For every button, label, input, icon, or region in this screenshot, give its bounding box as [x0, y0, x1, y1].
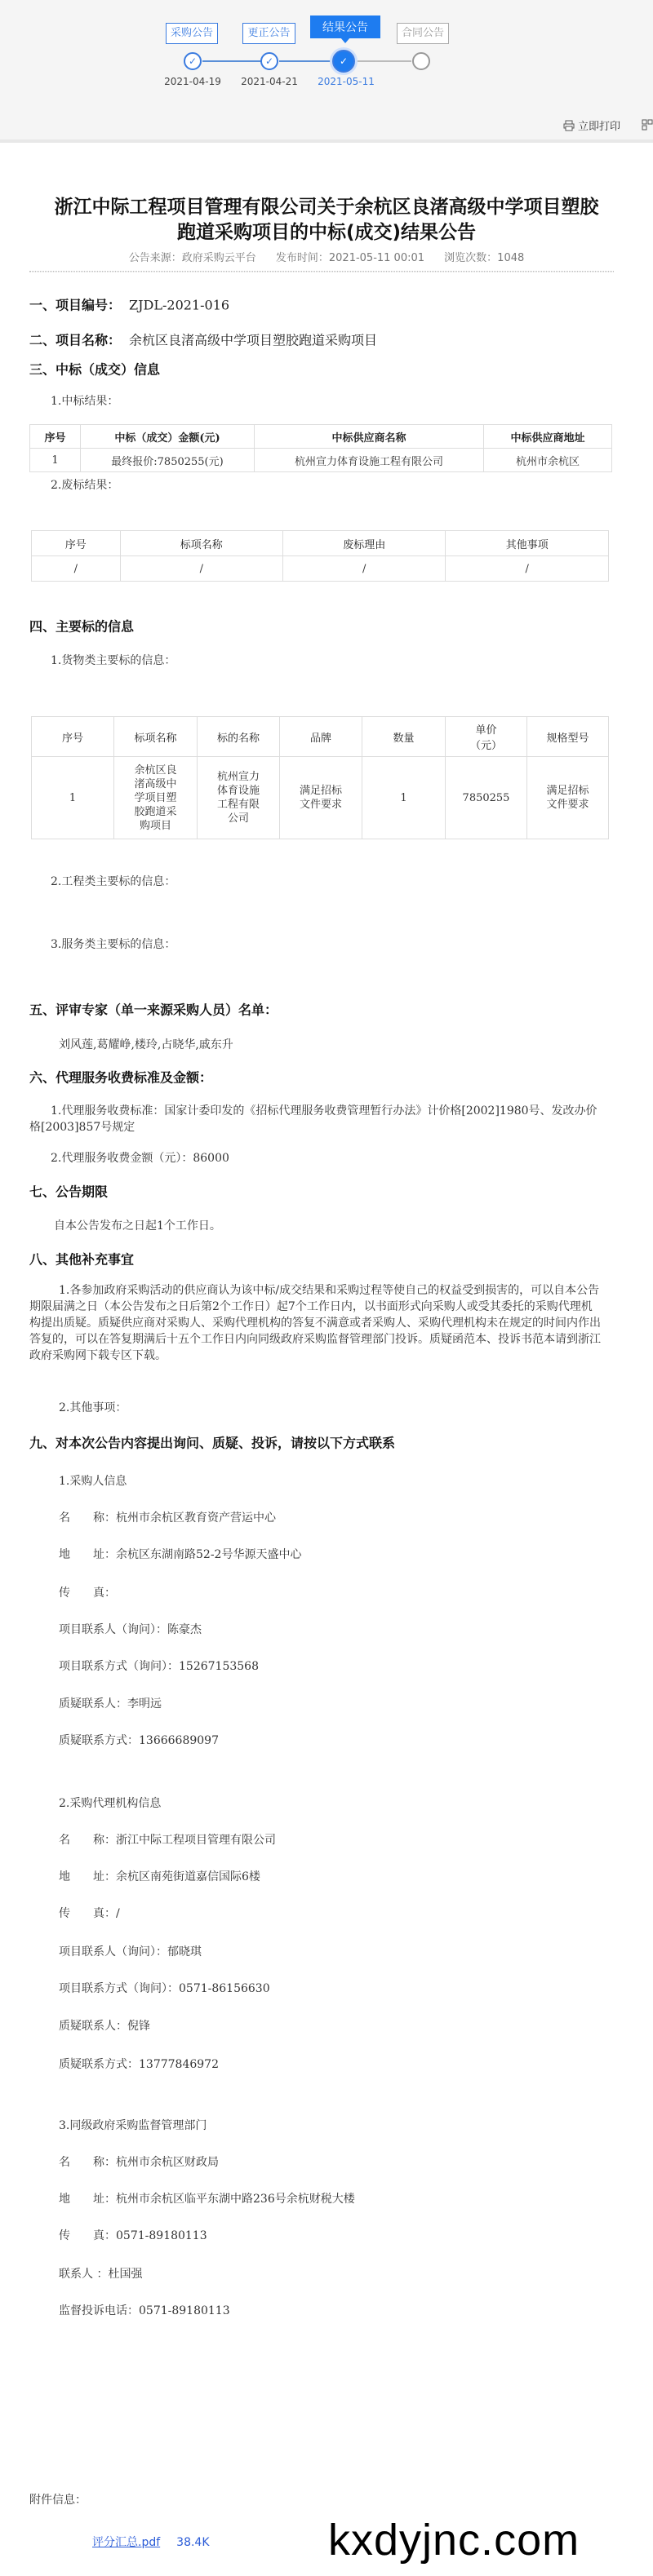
watermark: kxdyjnc.com	[328, 2516, 580, 2565]
step-date: 2021-05-11	[318, 76, 375, 87]
print-label: 立即打印	[578, 121, 621, 133]
article-meta	[0, 249, 653, 264]
purchaser-contact: 项目联系人（询问）：陈豪杰	[59, 1623, 202, 1636]
section-other: 八、其他补充事宜	[29, 1251, 135, 1268]
section-agency-fee: 六、代理服务收费标准及金额：	[29, 1069, 213, 1086]
print-button[interactable]	[563, 117, 620, 133]
expert-names: 刘风莲,葛耀峥,楼玲,占晓华,戚东升	[59, 1038, 233, 1051]
purchaser-title: 1.采购人信息	[59, 1475, 127, 1488]
tab-procurement-notice[interactable]: 采购公告	[166, 23, 218, 44]
attachment-size: 38.4K	[176, 2536, 210, 2549]
void-result-label: 2.废标结果：	[51, 479, 119, 492]
purchaser-query-contact: 质疑联系人：李明远	[59, 1697, 162, 1711]
agency-fax: 传 真：/	[59, 1907, 120, 1920]
supervisor-address: 地 址：杭州市余杭区临平东湖中路236号余杭财税大楼	[59, 2193, 355, 2206]
purchaser-query-phone: 质疑联系方式：13666689097	[59, 1734, 219, 1747]
supervisor-fax: 传 真：0571-89180113	[59, 2229, 207, 2242]
section-project-name: 二、项目名称： 余杭区良渚高级中学项目塑胶跑道采购项目	[29, 332, 378, 348]
services-info-label: 3.服务类主要标的信息：	[51, 938, 176, 951]
page-title: 浙江中际工程项目管理有限公司关于余杭区良渚高级中学项目塑胶	[54, 197, 599, 218]
step-connector	[279, 60, 333, 62]
check-icon: ✓	[260, 52, 278, 70]
section-contact: 九、对本次公告内容提出询问、质疑、投诉，请按以下方式联系	[29, 1435, 396, 1451]
agency-address: 地 址：余杭区南苑街道嘉信国际6楼	[59, 1870, 260, 1883]
agency-title: 2.采购代理机构信息	[59, 1797, 162, 1810]
table-row: / / / /	[32, 556, 609, 582]
award-result-label: 1.中标结果：	[51, 395, 119, 408]
supervisor-name: 名 称：杭州市余杭区财政局	[59, 2156, 219, 2169]
progress-header	[0, 0, 653, 143]
section-notice-period: 七、公告期限	[29, 1184, 109, 1200]
pending-circle-icon	[412, 52, 430, 70]
supervisor-title: 3.同级政府采购监督管理部门	[59, 2119, 207, 2132]
agency-query-contact: 质疑联系人：倪锋	[59, 2020, 150, 2033]
step-date: 2021-04-19	[164, 76, 221, 87]
purchaser-address: 地 址：余杭区东湖南路52-2号华源天盛中心	[59, 1548, 302, 1561]
qrcode-icon[interactable]	[642, 119, 653, 131]
step-date: 2021-04-21	[241, 76, 298, 87]
fee-standard: 1.代理服务收费标准：国家计委印发的《招标代理服务收费管理暂行办法》计价格[2002]1980号、发改办价格[2003]857号规定	[29, 1104, 597, 1134]
tab-correction-notice[interactable]: 更正公告	[242, 23, 295, 44]
goods-table: 序号 标项名称 标的名称 品牌 数量 单价（元） 规格型号 1 余杭区良渚高级中学项目塑胶跑道采购项目 杭州宣力体育设施工程有限公司 满足招标文件要求 1 7850255 满足招标文件要求	[31, 716, 609, 839]
section-experts: 五、评审专家（单一来源采购人员）名单：	[29, 1002, 278, 1018]
supervisor-phone: 监督投诉电话：0571-89180113	[59, 2304, 230, 2317]
purchaser-name: 名 称：杭州市余杭区教育资产营运中心	[59, 1512, 276, 1525]
printer-icon	[563, 120, 575, 131]
goods-info-label: 1.货物类主要标的信息：	[51, 654, 176, 667]
agency-phone: 项目联系方式（询问）：0571-86156630	[59, 1982, 270, 1995]
agency-query-phone: 质疑联系方式：13777846972	[59, 2058, 219, 2071]
source: 公告来源：政府采购云平台	[128, 252, 256, 264]
page-title-line2: 跑道采购项目的中标(成交)结果公告	[176, 222, 477, 243]
check-icon: ✓	[332, 50, 355, 73]
attachment-item	[92, 2534, 210, 2550]
section-subject-info: 四、主要标的信息	[29, 618, 135, 635]
works-info-label: 2.工程类主要标的信息：	[51, 875, 176, 888]
tab-contract-notice[interactable]: 合同公告	[397, 23, 449, 44]
supervisor-contact: 联系人 ：杜国强	[59, 2268, 143, 2281]
fee-amount: 2.代理服务收费金额（元）：86000	[51, 1152, 229, 1165]
step-connector	[356, 60, 411, 62]
other-matters: 2.其他事项：	[59, 1401, 127, 1414]
complaint-instructions: 1.各参加政府采购活动的供应商认为该中标/成交结果和采购过程等使自己的权益受到损害的，可以自本公告期限届满之日（本公告发布之日后第2个工作日）起7个工作日内，以书面形式向采购人或受其委托的采购代理机构提出质疑。质疑供应商对采购人、采购代理机构的答复不满意或者采购人、采购代理机构未在规定的时间内作出答复的，可以在答复期满后十五个工作日内向同级政府采购监督管理部门投诉。质疑函范本、投诉书范本请到浙江政府采购网下载专区下载。	[29, 1284, 601, 1362]
publish-time: 发布时间：2021-05-11 00:01	[275, 252, 425, 264]
step-connector	[202, 60, 261, 62]
section-award-info: 三、中标（成交）信息	[29, 361, 161, 378]
view-count: 浏览次数：1048	[444, 252, 525, 264]
purchaser-fax: 传 真：	[59, 1587, 116, 1600]
section-project-number: 一、项目编号： ZJDL-2021-016	[29, 297, 230, 313]
check-icon: ✓	[184, 52, 202, 70]
notice-period: 自本公告发布之日起1个工作日。	[54, 1219, 221, 1233]
tab-result-notice[interactable]: 结果公告	[310, 15, 380, 38]
table-row: 1 余杭区良渚高级中学项目塑胶跑道采购项目 杭州宣力体育设施工程有限公司 满足招标文件要求 1 7850255 满足招标文件要求	[32, 757, 609, 839]
void-table: 序号 标项名称 废标理由 其他事项 / / / /	[31, 530, 609, 582]
attachments-label: 附件信息：	[29, 2494, 87, 2507]
agency-name: 名 称：浙江中际工程项目管理有限公司	[59, 1834, 276, 1847]
attachment-link[interactable]: 评分汇总.pdf	[92, 2536, 161, 2549]
award-table: 序号 中标（成交）金额(元) 中标供应商名称 中标供应商地址 1 最终报价:7850255(元) 杭州宣力体育设施工程有限公司 杭州市余杭区	[29, 424, 612, 472]
table-row: 1 最终报价:7850255(元) 杭州宣力体育设施工程有限公司 杭州市余杭区	[30, 449, 612, 472]
divider	[29, 271, 614, 272]
purchaser-phone: 项目联系方式（询问）：15267153568	[59, 1660, 259, 1673]
agency-contact: 项目联系人（询问）：郁晓琪	[59, 1945, 202, 1959]
